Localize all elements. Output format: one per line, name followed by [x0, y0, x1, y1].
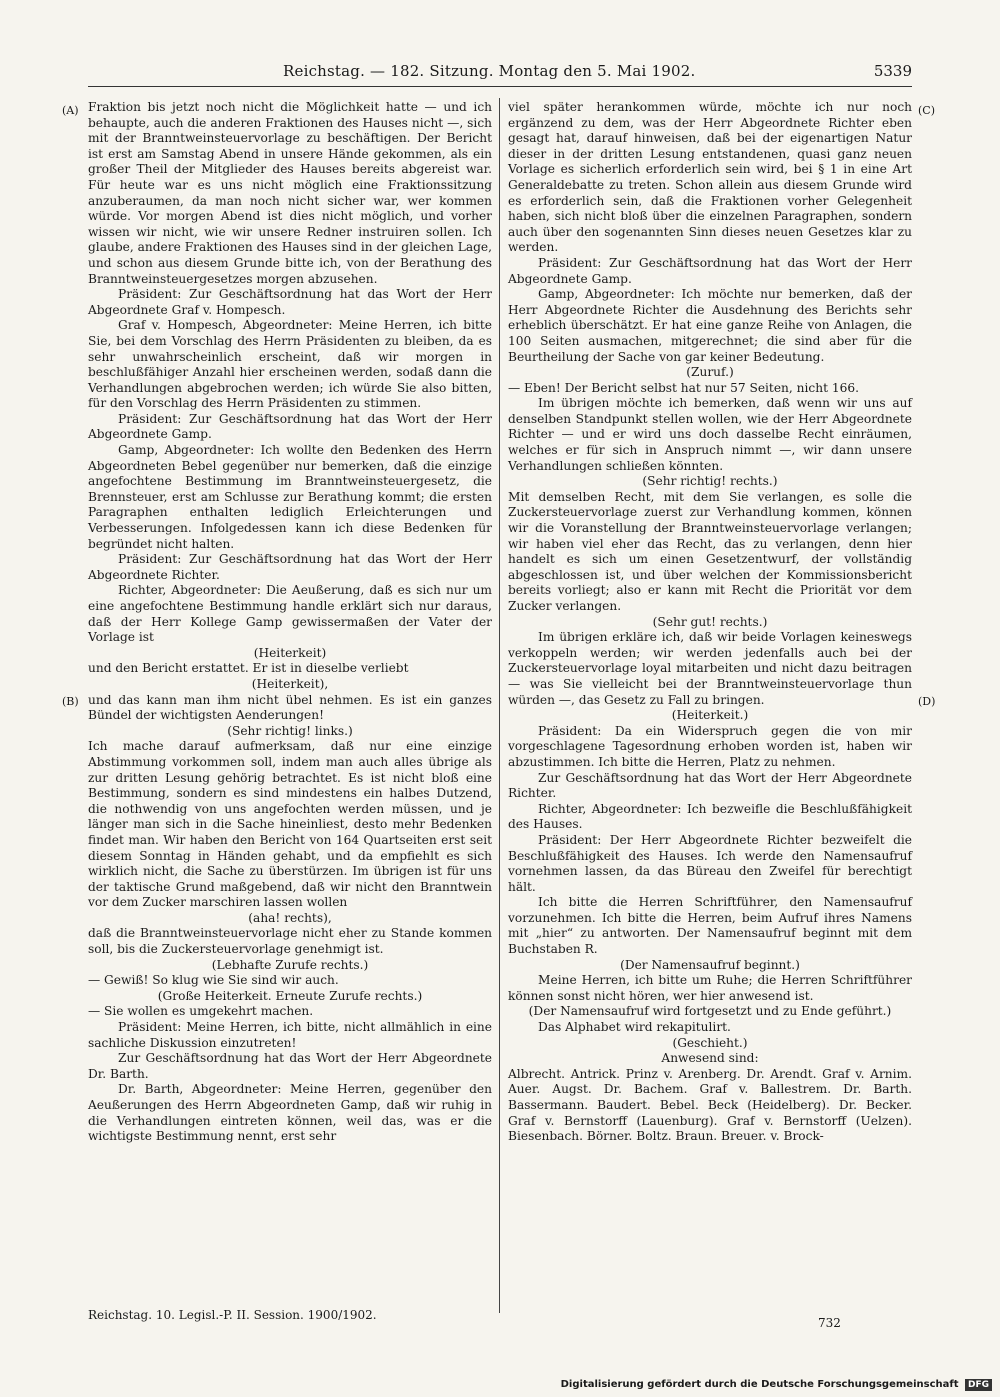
margin-mark-d: (D) [918, 695, 936, 708]
dfg-credit [561, 1379, 992, 1391]
interjection: (Geschieht.) [672, 1035, 748, 1050]
paragraph: Präsident: Zur Geschäftsordnung hat das Wort der Herr Abgeordnete Gamp. [508, 255, 912, 286]
left-column [88, 100, 492, 1145]
footer-session-info: Reichstag. 10. Legisl.-P. II. Session. 1900/1902. [88, 1308, 377, 1322]
footer-signature: 732 [818, 1316, 841, 1330]
column-divider [499, 98, 500, 1313]
paragraph: Meine Herren, ich bitte um Ruhe; die Herren Schriftführer können sonst nicht hören, wer hier anwesend ist. [508, 973, 912, 1003]
paragraph: Dr. Barth, Abgeordneter: Meine Herren, gegenüber den Aeußerungen des Herrn Abgeordneten Gamp, daß wir ruhig in die Verhandlungen eintreten können, weil das, was er die wichtigste Bestimmung nennt, erst sehr [88, 1082, 492, 1144]
page-header [88, 60, 912, 87]
paragraph: — Eben! Der Bericht selbst hat nur 57 Seiten, nicht 166. [508, 380, 859, 395]
paragraph: Präsident: Zur Geschäftsordnung hat das Wort der Herr Abgeordnete Graf v. Hompesch. [88, 287, 492, 317]
interjection: (Heiterkeit) [253, 645, 327, 660]
margin-mark-a: (A) [62, 104, 79, 117]
paragraph: viel später herankommen würde, möchte ich nur noch ergänzend zu dem, was der Herr Abgeordnete Richter eben gesagt hat, darauf hinweisen, daß bei der eigenartigen Natur dieser in der dritten Lesung entstandenen, quasi ganz neuen Vorlage es sicherlich erforderlich sein wird, bei § 1 in eine Art Generaldebatte zu treten. Schon allein aus diesem Grunde wird es erforderlich sein, daß die Fraktionen vorher Gelegenheit haben, sich nicht bloß über die einzelnen Paragraphen, sondern auch über den sogenannten Sinn dieses neuen Gesetzes klar zu werden. [508, 100, 912, 255]
paragraph: Präsident: Der Herr Abgeordnete Richter bezweifelt die Beschlußfähigkeit des Hauses. Ich werde den Namensaufruf vornehmen lassen, da das Büreau den Zweifel für berechtigt hält. [508, 832, 912, 894]
paragraph: Präsident: Da ein Widerspruch gegen die von mir vorgeschlagene Tagesordnung erhoben worden ist, haben wir abzustimmen. Ich bitte die Herren, Platz zu nehmen. [508, 723, 912, 769]
margin-mark-c: (C) [918, 104, 935, 117]
interjection: (Zuruf.) [686, 365, 734, 380]
paragraph: Präsident: Zur Geschäftsordnung hat das Wort der Herr Abgeordnete Richter. [88, 552, 492, 582]
paragraph: Gamp, Abgeordneter: Ich wollte den Bedenken des Herrn Abgeordneten Bebel gegenüber nur bemerken, daß die einzige angefochtene Bestimmung im Branntweinsteuergesetz, die Brennsteuer, erst am Schlusse zur Berathung kommt; die ersten Paragraphen enthalten lediglich Erleichterungen und Verbesserungen. Infolgedessen kann ich diese Bedenken für begründet nicht halten. [88, 443, 492, 551]
paragraph: Präsident: Meine Herren, ich bitte, nicht allmählich in eine sachliche Diskussion einzutreten! [88, 1020, 492, 1050]
paragraph: Mit demselben Recht, mit dem Sie verlangen, es solle die Zuckersteuervorlage zuerst zur Verhandlung kommen, können wir die Voranstellung der Branntweinsteuervorlage verlangen; wir haben viel eher das Recht, das zu verlangen, denn hier handelt es sich um einen Gesetzentwurf, der vollständig abgeschlossen ist, und über welchen der Kommissionsbericht bereits vorliegt; also er kann mit Recht die Priorität vor dem Zucker verlangen. [508, 489, 912, 613]
paragraph: Richter, Abgeordneter: Die Aeußerung, daß es sich nur um eine angefochtene Bestimmung handle erklärt sich nur daraus, daß der Herr Kollege Gamp gewissermaßen der Vater der Vorlage ist [88, 583, 492, 645]
dfg-credit-text: Digitalisierung gefördert durch die Deutsche Forschungsgemeinschaft [560, 1379, 959, 1390]
page-number: 5339 [873, 62, 912, 80]
interjection: (Große Heiterkeit. Erneute Zurufe rechts.) [157, 988, 423, 1003]
paragraph: Zur Geschäftsordnung hat das Wort der Herr Abgeordnete Richter. [508, 770, 912, 801]
header-title: Reichstag. — 182. Sitzung. Montag den 5. Mai 1902. [283, 62, 696, 80]
paragraph: Präsident: Zur Geschäftsordnung hat das Wort der Herr Abgeordnete Gamp. [88, 411, 492, 442]
interjection: (Sehr richtig! links.) [227, 723, 353, 738]
attendee-list: Albrecht. Antrick. Prinz v. Arenberg. Dr. Arendt. Graf v. Arnim. Auer. Augst. Dr. Bachem. Graf v. Ballestrem. Dr. Barth. Bassermann. Baudert. Bebel. Beck (Heidelberg). Dr. Becker. Graf v. Bernstorff (Lauenburg). Graf v. Bernstorff (Uelzen). Biesenbach. Börner. Boltz. Braun. Breuer. v. Brock- [508, 1066, 912, 1144]
interjection: (Heiterkeit.) [671, 708, 749, 723]
interjection: (Lebhafte Zurufe rechts.) [211, 957, 369, 972]
paragraph: Ich bitte die Herren Schriftführer, den Namensaufruf vorzunehmen. Ich bitte die Herren, beim Aufruf ihres Namens mit „hier“ zu antworten. Der Namensaufruf beginnt mit dem Buchstaben R. [508, 895, 912, 957]
paragraph: Richter, Abgeordneter: Ich bezweifle die Beschlußfähigkeit des Hauses. [508, 801, 912, 832]
right-column [508, 100, 912, 1145]
section-heading: Anwesend sind: [661, 1051, 759, 1066]
paragraph: Ich mache darauf aufmerksam, daß nur eine einzige Abstimmung vorkommen soll, indem man auch alles übrige als zur dritten Lesung gehörig betrachtet. Es ist nicht bloß eine Bestimmung, sondern es sind mindestens ein halbes Dutzend, die nothwendig von uns angefochten werden müssen, und je länger man sich in die Sache hineinliest, desto mehr Bedenken findet man. Wir haben den Bericht von 164 Quartseiten erst seit diesem Sonntag in Händen gehabt, und da empfiehlt es sich wirklich nicht, die Sache zu überstürzen. Im übrigen ist für uns der taktische Grund maßgebend, daß wir nicht den Branntwein vor dem Zucker marschiren lassen wollen [88, 739, 492, 910]
paragraph: Im übrigen erkläre ich, daß wir beide Vorlagen keineswegs verkoppeln werden; wir werden jedenfalls auch bei der Zuckersteuervorlage loyal mitarbeiten und nicht dazu beitragen — was Sie vielleicht bei der Branntweinsteuervorlage thun würden —, das Gesetz zu Fall zu bringen. [508, 630, 912, 707]
paragraph: Im übrigen möchte ich bemerken, daß wenn wir uns auf denselben Standpunkt stellen wollen, wie der Herr Abgeordnete Richter — und er wird uns doch dasselbe Recht einräumen, welches er für sich in Anspruch nimmt —, wir dann unsere Verhandlungen schließen könnten. [508, 396, 912, 473]
paragraph: Graf v. Hompesch, Abgeordneter: Meine Herren, ich bitte Sie, bei dem Vorschlag des Herrn Präsidenten zu bleiben, da es sehr unwahrscheinlich erscheint, daß wir morgen in beschlußfähiger Anzahl hier erscheinen werden, sodaß dann die Verhandlungen abgebrochen werden; ich würde Sie also bitten, für den Vorschlag des Herrn Präsidenten zu stimmen. [88, 318, 492, 411]
paragraph: — Sie wollen es umgekehrt machen. [88, 1004, 314, 1019]
paragraph: und den Bericht erstattet. Er ist in dieselbe verliebt [88, 661, 409, 676]
paragraph: Gamp, Abgeordneter: Ich möchte nur bemerken, daß der Herr Abgeordnete Richter die Ausdehnung des Berichts sehr erheblich überschätzt. Er hat eine ganze Reihe von Anlagen, die 100 Seiten ausmachen, mitgerechnet; die sind aber für die Beurtheilung der Sache von gar keiner Bedeutung. [508, 287, 912, 364]
paragraph: daß die Branntweinsteuervorlage nicht eher zu Stande kommen soll, bis die Zuckersteuervorlage genehmigt ist. [88, 926, 492, 957]
interjection: (Heiterkeit), [251, 676, 329, 691]
paragraph: Das Alphabet wird rekapitulirt. [538, 1020, 731, 1035]
interjection: (Sehr gut! rechts.) [652, 614, 768, 629]
dfg-logo: DFG [965, 1379, 992, 1391]
interjection: (aha! rechts), [248, 910, 332, 925]
paragraph: Fraktion bis jetzt noch nicht die Möglichkeit hatte — und ich behaupte, auch die anderen Fraktionen des Hauses nicht —, sich mit der Branntweinsteuervorlage zu beschäftigen. Der Bericht ist erst am Samstag Abend in unsere Hände gekommen, als ein großer Theil der Mitglieder des Hauses bereits abgereist war. Für heute war es uns nicht möglich eine Fraktionssitzung anzuberaumen, da man noch nicht sicher war, wer kommen würde. Vor morgen Abend ist dies nicht möglich, und vorher wissen wir nicht, wie wir unsere Redner instruiren sollen. Ich glaube, andere Fraktionen des Hauses sind in der gleichen Lage, und schon aus diesem Grunde bitte ich, von der Berathung des Branntweinsteuergesetzes morgen abzusehen. [88, 100, 492, 286]
paragraph: — Gewiß! So klug wie Sie sind wir auch. [88, 973, 339, 988]
interjection: (Der Namensaufruf wird fortgesetzt und zu Ende geführt.) [528, 1004, 892, 1019]
paragraph: und das kann man ihm nicht übel nehmen. Es ist ein ganzes Bündel der wichtigsten Aenderungen! [88, 692, 492, 723]
margin-mark-b: (B) [62, 695, 79, 708]
interjection: (Der Namensaufruf beginnt.) [620, 957, 800, 972]
interjection: (Sehr richtig! rechts.) [642, 474, 778, 489]
paragraph: Zur Geschäftsordnung hat das Wort der Herr Abgeordnete Dr. Barth. [88, 1051, 492, 1081]
